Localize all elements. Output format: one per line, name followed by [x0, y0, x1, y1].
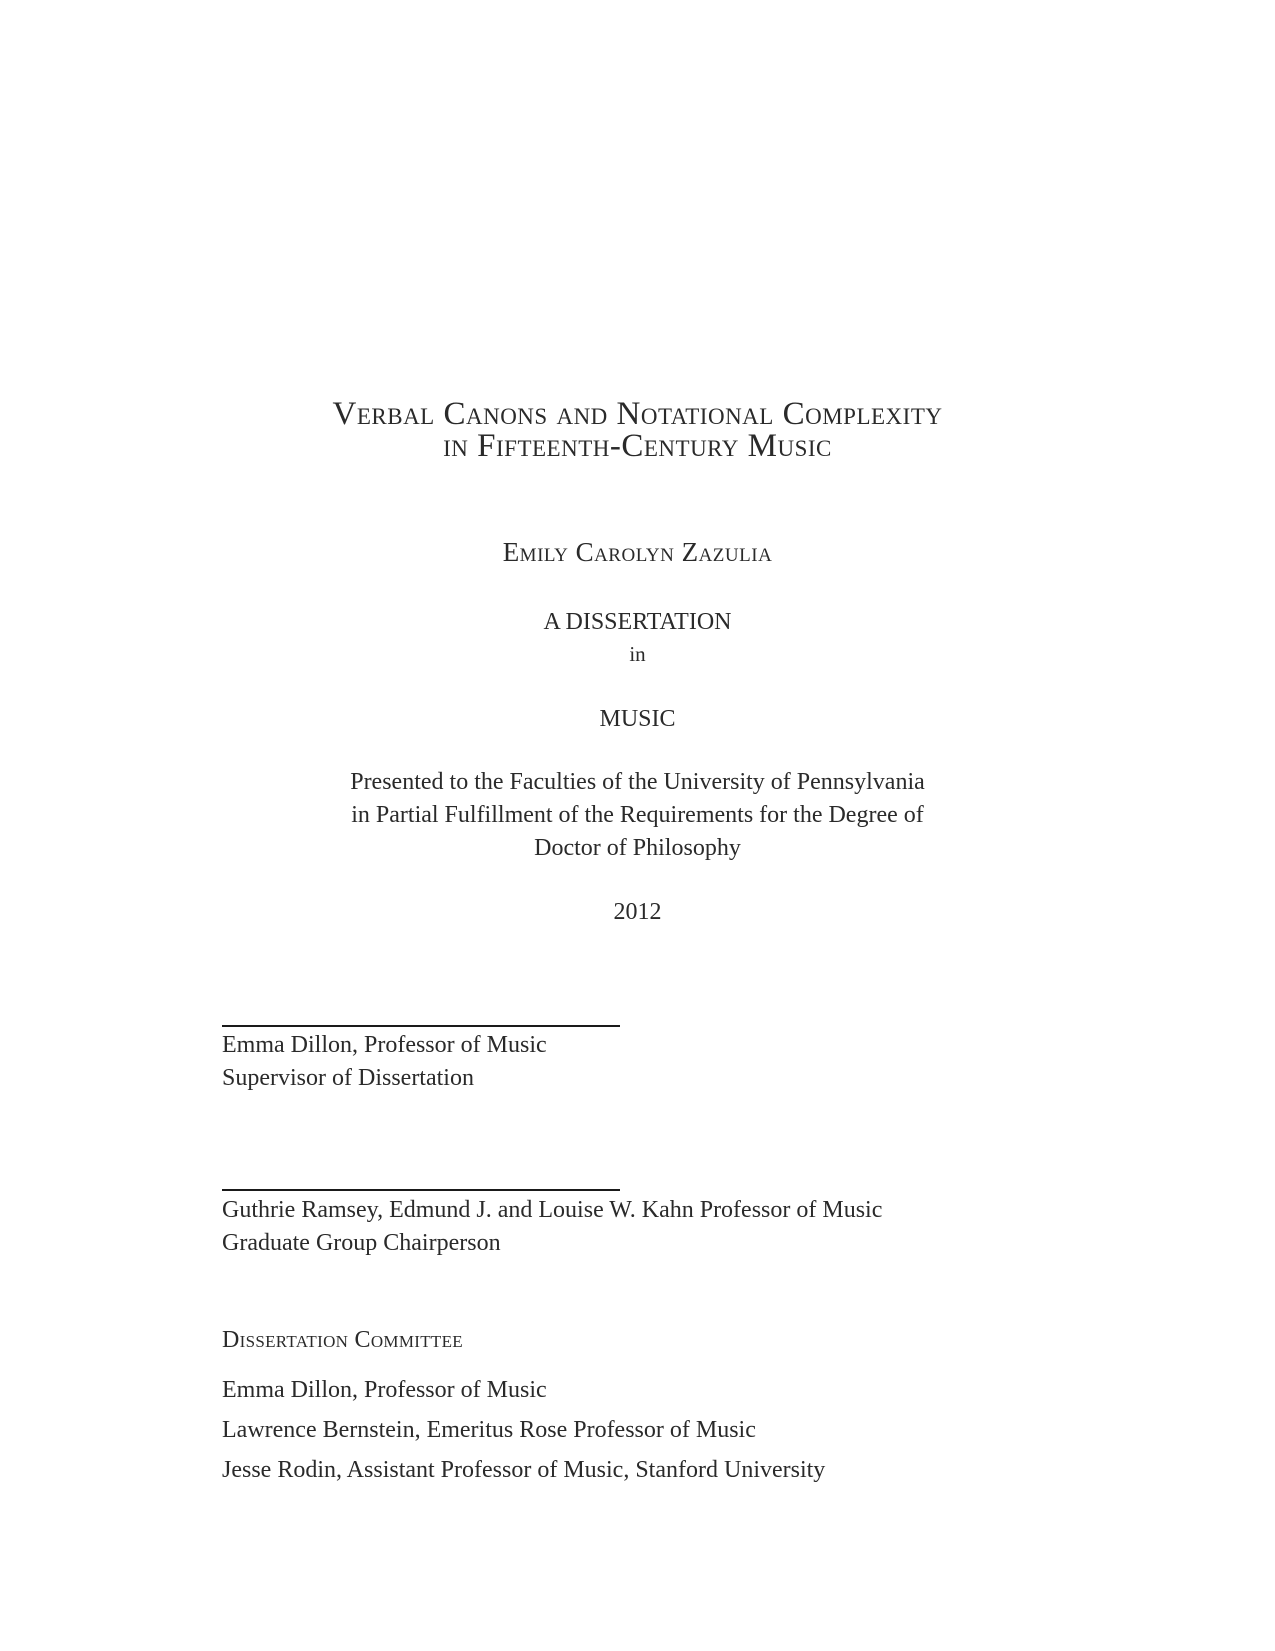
author-name: Emily Carolyn Zazulia: [502, 537, 773, 567]
supervisor-block: [222, 1029, 547, 1095]
field-of-study: MUSIC: [599, 706, 676, 732]
supervisor-role: Supervisor of Dissertation: [222, 1065, 474, 1091]
committee-member: Jesse Rodin, Assistant Professor of Music, Stanford University: [222, 1457, 826, 1483]
title-line-1: Verbal Canons and Notational Complexity: [332, 396, 943, 432]
presented-line-1: Presented to the Faculties of the University of Pennsylvania: [350, 769, 925, 795]
supervisor-signature-line: [222, 1025, 620, 1027]
chair-role: Graduate Group Chairperson: [222, 1230, 501, 1256]
committee-heading: Dissertation Committee: [222, 1327, 463, 1353]
committee-member: Emma Dillon, Professor of Music: [222, 1377, 547, 1403]
year: 2012: [613, 899, 662, 925]
committee-member: Lawrence Bernstein, Emeritus Rose Professor of Music: [222, 1417, 756, 1443]
dissertation-label: [0, 606, 1275, 670]
chair-block: [222, 1194, 882, 1260]
dissertation-type: A DISSERTATION: [543, 609, 732, 635]
dissertation-title: [0, 398, 1275, 462]
in-word: in: [629, 642, 646, 666]
presented-line-3: Doctor of Philosophy: [534, 835, 741, 861]
supervisor-name: Emma Dillon, Professor of Music: [222, 1032, 547, 1058]
chair-signature-line: [222, 1189, 620, 1191]
presented-line-2: in Partial Fulfillment of the Requirements for the Degree of: [351, 802, 924, 828]
presented-statement: [0, 766, 1275, 865]
committee-list: [222, 1370, 825, 1490]
chair-name: Guthrie Ramsey, Edmund J. and Louise W. Kahn Professor of Music: [222, 1197, 883, 1223]
title-line-2: in Fifteenth-Century Music: [443, 428, 832, 464]
